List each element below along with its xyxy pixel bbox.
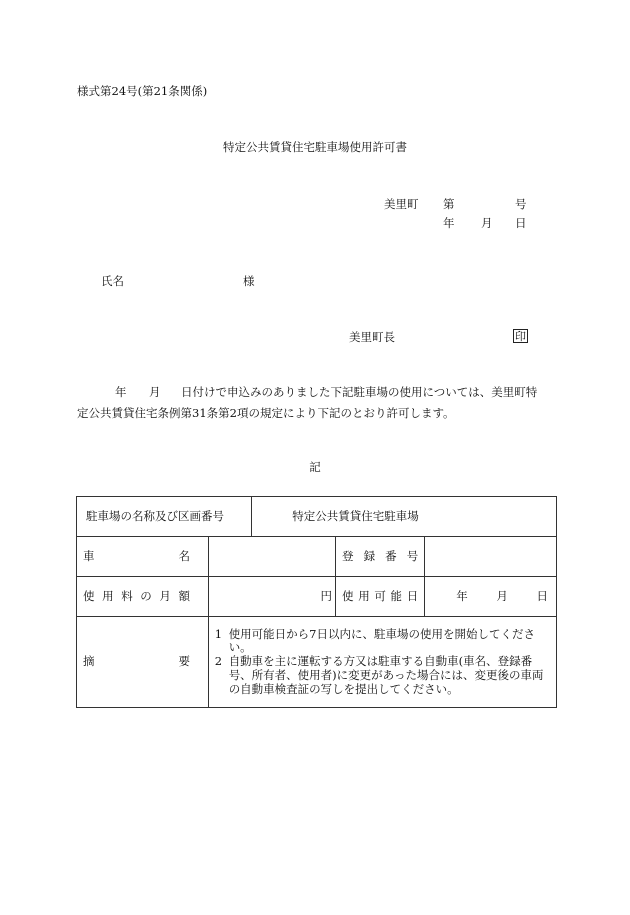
issue-month: 月 bbox=[481, 216, 493, 230]
issue-day: 日 bbox=[515, 216, 527, 230]
table-row bbox=[77, 537, 557, 577]
parking-name-value-cell bbox=[252, 497, 557, 537]
table-row bbox=[77, 577, 557, 617]
note-text: 使用可能日から7日以内に、駐車場の使用を開始してください。 bbox=[228, 626, 536, 655]
fee-label-char: 月 bbox=[159, 588, 171, 603]
mayor-label: 美里町長 bbox=[349, 330, 395, 344]
addressee-label: 氏名 bbox=[101, 274, 124, 288]
note-number: 2 bbox=[214, 654, 223, 669]
registration-label-char: 番 bbox=[385, 548, 397, 563]
usable-date-label-char: 日 bbox=[406, 588, 419, 603]
usable-date-month: 月 bbox=[496, 588, 508, 603]
note-item bbox=[215, 655, 550, 696]
body-line-1: 日付けで申込みのありました下記駐車場の使用については、美里町特 bbox=[181, 385, 538, 399]
usable-date-label-char: 能 bbox=[390, 588, 403, 603]
parking-name-label: 駐車場の名称及び区画番号 bbox=[86, 508, 224, 523]
parking-name-label-cell bbox=[77, 497, 252, 537]
issue-number-suffix: 号 bbox=[515, 197, 527, 211]
issue-year: 年 bbox=[443, 216, 455, 230]
body-month: 月 bbox=[149, 385, 161, 399]
remarks-notes-cell bbox=[208, 617, 556, 708]
note-number: 1 bbox=[214, 626, 223, 641]
fee-label-char: 額 bbox=[178, 588, 190, 603]
usable-date-label-char: 使 bbox=[342, 588, 354, 603]
vehicle-name-label-cell bbox=[77, 537, 209, 577]
addressee-honorific: 様 bbox=[243, 274, 255, 288]
document-title: 特定公共賃貸住宅駐車場使用許可書 bbox=[223, 140, 407, 154]
issue-number-prefix: 第 bbox=[443, 197, 455, 211]
ki-marker: 記 bbox=[309, 460, 321, 474]
monthly-fee-label-cell bbox=[77, 577, 209, 617]
usable-date-day: 日 bbox=[536, 588, 548, 603]
monthly-fee-value-cell[interactable] bbox=[208, 577, 335, 617]
remarks-label-char: 摘 bbox=[83, 654, 95, 669]
seal-mark: 印 bbox=[515, 330, 526, 343]
registration-number-label-cell bbox=[336, 537, 425, 577]
remarks-label-char: 要 bbox=[178, 654, 190, 669]
fee-label-char: 料 bbox=[121, 588, 133, 603]
usable-date-year: 年 bbox=[456, 588, 468, 603]
usable-date-value-cell[interactable] bbox=[425, 577, 557, 617]
vehicle-label-char: 車 bbox=[83, 548, 95, 563]
fee-label-char: 用 bbox=[102, 588, 114, 603]
form-number: 様式第24号(第21条関係) bbox=[77, 84, 208, 98]
registration-label-char: 録 bbox=[363, 548, 376, 563]
fee-label-char: の bbox=[140, 588, 152, 603]
registration-number-value-cell[interactable] bbox=[425, 537, 557, 577]
body-line-2: 定公共賃貸住宅条例第31条第2項の規定により下記のとおり許可します。 bbox=[77, 406, 455, 420]
vehicle-label-char: 名 bbox=[178, 548, 190, 563]
registration-label-char: 登 bbox=[342, 548, 354, 563]
permit-table bbox=[76, 496, 557, 708]
remarks-label-cell bbox=[77, 617, 209, 708]
registration-label-char: 号 bbox=[406, 548, 419, 563]
body-year: 年 bbox=[115, 385, 127, 399]
issuer-town: 美里町 bbox=[384, 197, 419, 211]
usable-date-label-char: 用 bbox=[358, 588, 370, 603]
note-item bbox=[215, 628, 550, 656]
parking-name-value: 特定公共賃貸住宅駐車場 bbox=[292, 508, 419, 523]
note-text: 自動車を主に運転する方又は駐車する自動車(車名、登録番号、所有者、使用者)に変更があった場合には、変更後の車両の自動車検査証の写しを提出してください。 bbox=[228, 654, 544, 696]
vehicle-name-value-cell[interactable] bbox=[208, 537, 335, 577]
usable-date-label-char: 可 bbox=[374, 588, 386, 603]
usable-date-label-cell bbox=[336, 577, 425, 617]
fee-label-char: 使 bbox=[83, 588, 95, 603]
table-row bbox=[77, 497, 557, 537]
fee-unit: 円 bbox=[320, 588, 333, 603]
table-row bbox=[77, 617, 557, 708]
